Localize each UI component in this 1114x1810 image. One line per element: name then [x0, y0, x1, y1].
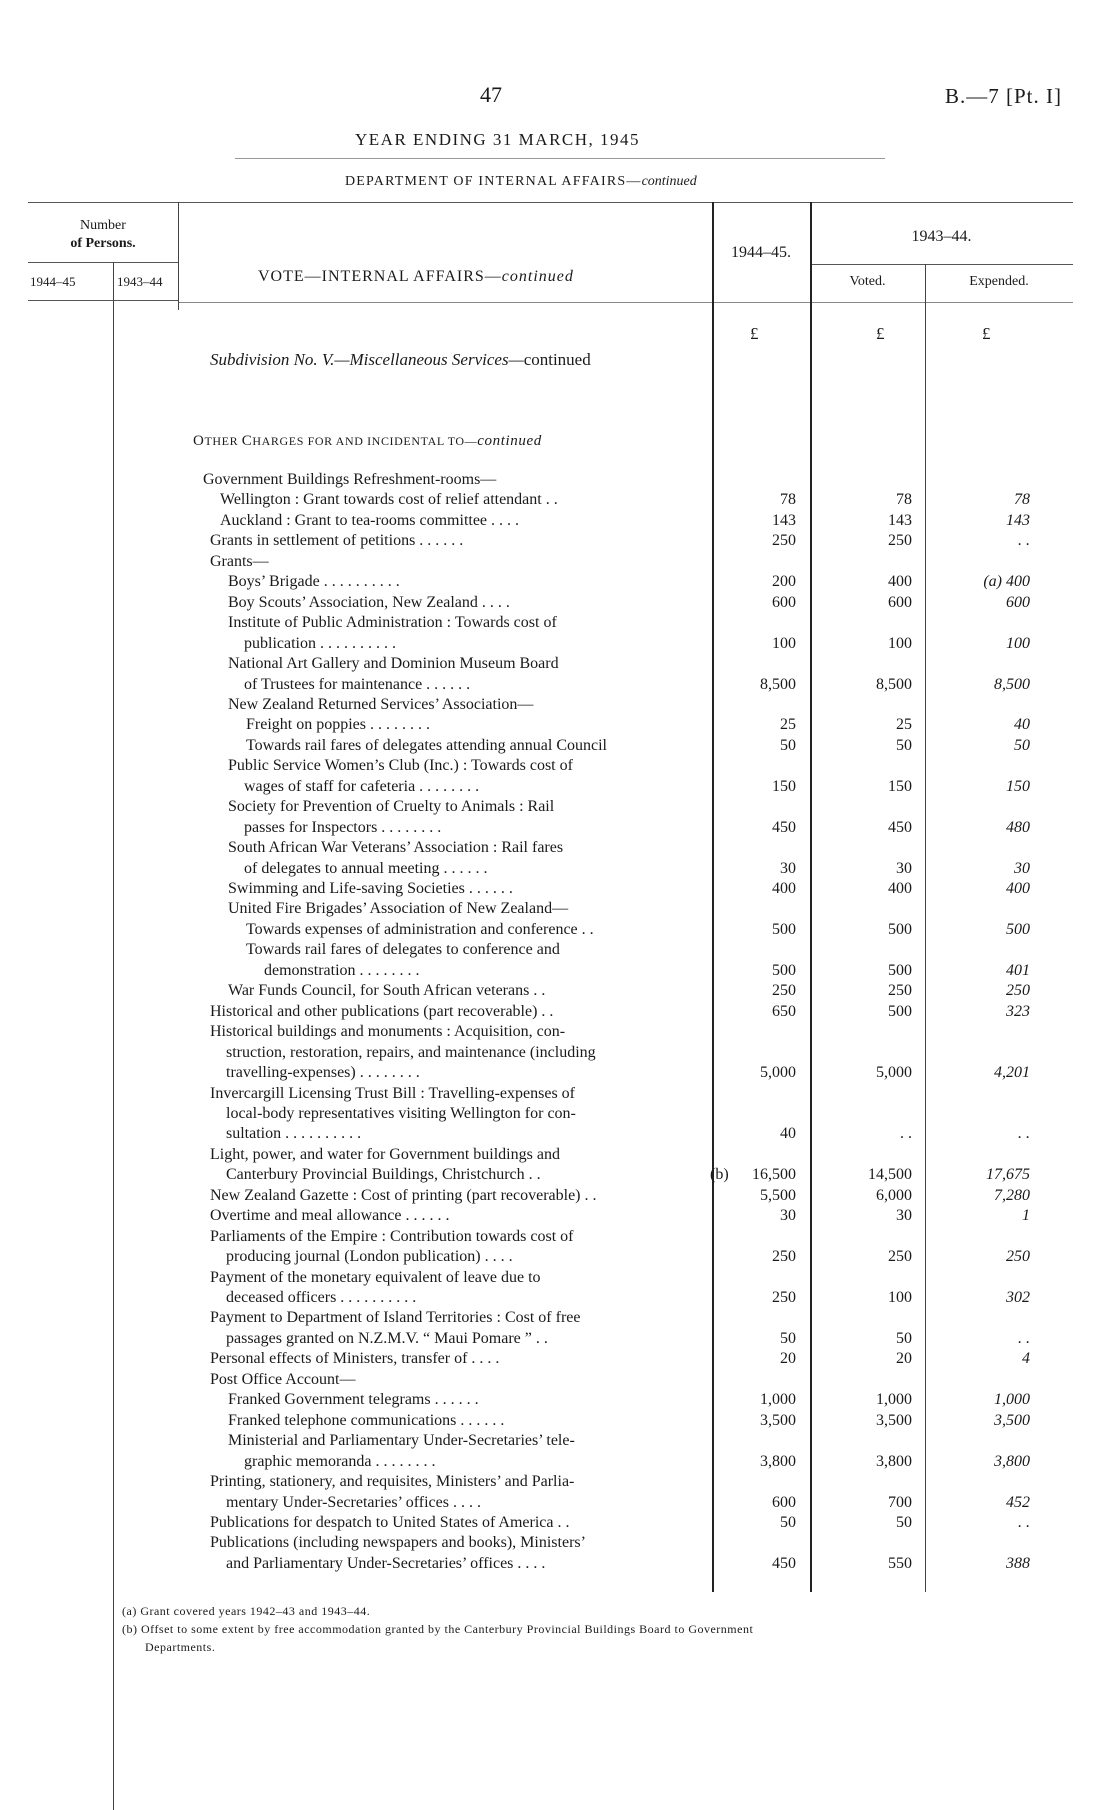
value-1944-45: 600 — [772, 1493, 796, 1511]
value-expended-1943-44: . . — [1018, 1125, 1030, 1143]
value-expended-1943-44: . . — [1018, 1329, 1030, 1347]
row-description: Society for Prevention of Cruelty to Animals : Rail — [228, 798, 555, 816]
table-row — [0, 1452, 1114, 1472]
value-expended-1943-44: 250 — [1006, 982, 1030, 1000]
table-row — [0, 940, 1114, 960]
row-description: wages of staff for cafeteria . . . . . . . . — [244, 777, 480, 795]
value-voted-1943-44: 100 — [888, 634, 912, 652]
value-1944-45: 143 — [772, 511, 796, 529]
table-row — [0, 859, 1114, 879]
table-row — [0, 695, 1114, 715]
table-row — [0, 1390, 1114, 1410]
value-voted-1943-44: 30 — [896, 859, 912, 877]
value-expended-1943-44: 401 — [1006, 961, 1030, 979]
row-description: passages granted on N.Z.M.V. “ Maui Pomare ” . . — [226, 1329, 548, 1347]
row-description: of Trustees for maintenance . . . . . . — [244, 675, 471, 693]
value-expended-1943-44: 8,500 — [994, 675, 1030, 693]
row-description: Boy Scouts’ Association, New Zealand . . . . — [228, 593, 510, 611]
value-1944-45: 500 — [772, 961, 796, 979]
value-voted-1943-44: 250 — [888, 1248, 912, 1266]
persons-sub-rule — [28, 262, 178, 263]
table-row — [0, 1493, 1114, 1513]
document-reference: B.—7 [Pt. I] — [945, 84, 1062, 108]
row-description: Swimming and Life-saving Societies . . . . . . — [228, 880, 513, 897]
value-voted-1943-44: 30 — [896, 1207, 912, 1225]
value-1944-45: 1,000 — [760, 1391, 796, 1409]
table-row — [0, 1145, 1114, 1165]
footnote-marker: (b) — [710, 1166, 729, 1184]
row-description: Government Buildings Refreshment-rooms— — [203, 471, 497, 488]
value-expended-1943-44: 78 — [1014, 491, 1030, 509]
head-bottom-rule — [178, 302, 1073, 303]
value-voted-1943-44: 500 — [888, 1002, 912, 1020]
row-description: Auckland : Grant to tea-rooms committee . . . . — [220, 511, 520, 529]
table-row — [0, 1186, 1114, 1206]
table-row — [0, 1554, 1114, 1574]
table-row — [0, 1349, 1114, 1369]
table-row — [0, 1002, 1114, 1022]
table-row — [0, 797, 1114, 817]
value-voted-1943-44: 550 — [888, 1554, 912, 1572]
value-expended-1943-44: 3,800 — [994, 1452, 1030, 1470]
value-1944-45: 100 — [772, 634, 796, 652]
table-row — [0, 1533, 1114, 1553]
table-row — [0, 1329, 1114, 1349]
value-voted-1943-44: 450 — [888, 818, 912, 836]
department-heading: DEPARTMENT OF INTERNAL AFFAIRS—continued — [345, 174, 697, 189]
value-voted-1943-44: 6,000 — [876, 1186, 912, 1204]
value-expended-1943-44: 500 — [1006, 920, 1030, 938]
row-description: sultation . . . . . . . . . . — [226, 1125, 362, 1143]
value-1944-45: 650 — [772, 1002, 796, 1020]
value-1944-45: 16,500 — [752, 1166, 796, 1184]
value-expended-1943-44: 50 — [1014, 736, 1030, 754]
value-voted-1943-44: 14,500 — [868, 1166, 912, 1184]
subdivision-heading: Subdivision No. V.—Miscellaneous Services—continued — [210, 350, 591, 369]
row-description: publication . . . . . . . . . . — [244, 634, 396, 652]
table-row — [0, 1513, 1114, 1533]
table-row — [0, 1472, 1114, 1492]
table-row — [0, 736, 1114, 756]
value-voted-1943-44: 600 — [888, 593, 912, 611]
value-voted-1943-44: 8,500 — [876, 675, 912, 693]
value-expended-1943-44: (a) 400 — [983, 573, 1030, 591]
other-charges-heading: OTHER CHARGES FOR AND INCIDENTAL TO—continued — [193, 433, 542, 449]
row-description: graphic memoranda . . . . . . . . — [244, 1452, 436, 1470]
table-row — [0, 1124, 1114, 1144]
row-description: Parliaments of the Empire : Contribution towards cost of — [210, 1227, 574, 1245]
value-voted-1943-44: . . — [900, 1125, 912, 1143]
year-1943-heading: 1943–44. — [911, 228, 972, 245]
year-1944-heading: 1944–45. — [731, 244, 791, 261]
row-description: Publications for despatch to United States of America . . — [210, 1513, 570, 1531]
row-description: demonstration . . . . . . . . — [264, 961, 420, 979]
value-voted-1943-44: 78 — [896, 491, 912, 509]
row-description: travelling-expenses) . . . . . . . . — [226, 1064, 420, 1082]
value-expended-1943-44: 7,280 — [994, 1186, 1030, 1204]
value-expended-1943-44: 143 — [1006, 511, 1030, 529]
table-row — [0, 777, 1114, 797]
value-voted-1943-44: 100 — [888, 1289, 912, 1306]
footnote-b: (b) Offset to some extent by free accommodation granted by the Canterbury Provincial Buildings Board to Government — [122, 1622, 754, 1636]
row-description: Historical and other publications (part recoverable) . . — [210, 1002, 554, 1020]
row-description: Personal effects of Ministers, transfer of . . . . — [210, 1350, 500, 1368]
table-row — [0, 920, 1114, 940]
table-row — [0, 838, 1114, 858]
row-description: Canterbury Provincial Buildings, Christchurch . . — [226, 1166, 541, 1184]
row-description: Freight on poppies . . . . . . . . — [246, 716, 430, 734]
table-row — [0, 613, 1114, 633]
value-expended-1943-44: 4,201 — [994, 1064, 1030, 1082]
value-1944-45: 30 — [780, 1207, 796, 1225]
table-row — [0, 470, 1114, 490]
value-1944-45: 250 — [772, 1289, 796, 1306]
value-expended-1943-44: 40 — [1014, 716, 1030, 734]
table-row — [0, 490, 1114, 510]
row-description: Light, power, and water for Government buildings and — [210, 1145, 560, 1163]
table-row — [0, 593, 1114, 613]
value-voted-1943-44: 500 — [888, 961, 912, 979]
value-1944-45: 250 — [772, 532, 796, 550]
table-top-rule — [28, 202, 1073, 203]
value-voted-1943-44: 700 — [888, 1493, 912, 1511]
table-row — [0, 1165, 1114, 1185]
page-number: 47 — [480, 82, 502, 107]
table-row — [0, 1411, 1114, 1431]
table-row — [0, 1022, 1114, 1042]
row-description: and Parliamentary Under-Secretaries’ offices . . . . — [226, 1554, 546, 1572]
row-description: Printing, stationery, and requisites, Ministers’ and Parlia- — [210, 1473, 575, 1491]
table-row — [0, 899, 1114, 919]
table-row — [0, 634, 1114, 654]
table-row — [0, 715, 1114, 735]
value-expended-1943-44: 4 — [1022, 1350, 1030, 1368]
value-expended-1943-44: 150 — [1006, 777, 1030, 795]
row-description: Towards expenses of administration and conference . . — [246, 920, 594, 938]
table-row — [0, 879, 1114, 899]
value-1944-45: 450 — [772, 1554, 796, 1572]
value-expended-1943-44: 480 — [1006, 818, 1030, 836]
value-expended-1943-44: 388 — [1006, 1554, 1030, 1572]
table-row — [0, 654, 1114, 674]
value-expended-1943-44: 100 — [1006, 634, 1030, 652]
row-description: local-body representatives visiting Wellington for con- — [226, 1104, 576, 1122]
value-expended-1943-44: 1 — [1022, 1207, 1030, 1225]
rule — [235, 158, 885, 159]
table-row — [0, 1268, 1114, 1288]
year-sub-rule — [810, 264, 1073, 265]
table-row — [0, 531, 1114, 551]
value-voted-1943-44: 50 — [896, 736, 912, 754]
value-1944-45: 250 — [772, 982, 796, 1000]
value-expended-1943-44: 17,675 — [986, 1166, 1030, 1184]
value-voted-1943-44: 20 — [896, 1350, 912, 1368]
value-1944-45: 30 — [780, 859, 796, 877]
value-expended-1943-44: 3,500 — [994, 1411, 1030, 1429]
value-voted-1943-44: 50 — [896, 1329, 912, 1347]
table-row — [0, 1308, 1114, 1328]
value-expended-1943-44: 400 — [1006, 880, 1030, 897]
row-description: Grants— — [210, 552, 269, 570]
footnote-b-continued: Departments. — [145, 1640, 216, 1654]
value-1944-45: 500 — [772, 920, 796, 938]
value-voted-1943-44: 250 — [888, 532, 912, 550]
value-1944-45: 3,500 — [760, 1411, 796, 1429]
table-row — [0, 572, 1114, 592]
value-expended-1943-44: 452 — [1006, 1493, 1030, 1511]
row-description: Payment to Department of Island Territories : Cost of free — [210, 1309, 581, 1327]
value-1944-45: 5,500 — [760, 1186, 796, 1204]
row-description: Towards rail fares of delegates to conference and — [246, 941, 560, 959]
row-description: Wellington : Grant towards cost of relief attendant . . — [220, 491, 558, 509]
value-1944-45: 50 — [780, 736, 796, 754]
value-voted-1943-44: 500 — [888, 920, 912, 938]
table-row — [0, 1370, 1114, 1390]
value-1944-45: 40 — [780, 1125, 796, 1143]
row-description: Publications (including newspapers and books), Ministers’ — [210, 1534, 586, 1552]
value-1944-45: 450 — [772, 818, 796, 836]
table-row — [0, 961, 1114, 981]
table-row — [0, 1247, 1114, 1267]
value-voted-1943-44: 1,000 — [876, 1391, 912, 1409]
table-row — [0, 511, 1114, 531]
value-1944-45: 20 — [780, 1350, 796, 1368]
persons-col-1943: 1943–44 — [117, 274, 163, 289]
persons-bottom-rule — [28, 300, 178, 301]
table-row — [0, 1043, 1114, 1063]
row-description: New Zealand Gazette : Cost of printing (part recoverable) . . — [210, 1186, 597, 1204]
row-description: South African War Veterans’ Association : Rail fares — [228, 839, 564, 857]
value-voted-1943-44: 150 — [888, 777, 912, 795]
year-heading: YEAR ENDING 31 MARCH, 1945 — [355, 130, 641, 149]
table-row — [0, 675, 1114, 695]
value-expended-1943-44: 1,000 — [994, 1391, 1030, 1409]
row-description: New Zealand Returned Services’ Association— — [228, 695, 534, 713]
row-description: Historical buildings and monuments : Acquisition, con- — [210, 1023, 566, 1041]
table-row — [0, 1104, 1114, 1124]
pound-sign: £ — [982, 324, 991, 343]
table-row — [0, 1084, 1114, 1104]
pound-sign: £ — [876, 324, 885, 343]
table-row — [0, 1227, 1114, 1247]
value-1944-45: 600 — [772, 593, 796, 611]
value-voted-1943-44: 25 — [896, 716, 912, 734]
row-description: Invercargill Licensing Trust Bill : Travelling-expenses of — [210, 1084, 576, 1102]
value-expended-1943-44: 600 — [1006, 593, 1030, 611]
value-1944-45: 3,800 — [760, 1452, 796, 1470]
row-description: deceased officers . . . . . . . . . . — [226, 1289, 417, 1306]
value-1944-45: 200 — [772, 573, 796, 591]
table-row — [0, 552, 1114, 572]
row-description: struction, restoration, repairs, and maintenance (including — [226, 1043, 596, 1061]
value-1944-45: 150 — [772, 777, 796, 795]
value-expended-1943-44: . . — [1018, 1513, 1030, 1531]
value-expended-1943-44: 250 — [1006, 1248, 1030, 1266]
row-description: Payment of the monetary equivalent of leave due to — [210, 1268, 541, 1286]
row-description: Public Service Women’s Club (Inc.) : Towards cost of — [228, 757, 573, 775]
value-expended-1943-44: . . — [1018, 532, 1030, 550]
row-description: producing journal (London publication) . . . . — [226, 1248, 513, 1266]
row-description: Franked telephone communications . . . . . . — [228, 1411, 505, 1429]
value-1944-45: 50 — [780, 1329, 796, 1347]
row-description: Grants in settlement of petitions . . . . . . — [210, 532, 464, 550]
value-1944-45: 78 — [780, 491, 796, 509]
row-description: passes for Inspectors . . . . . . . . — [244, 818, 442, 836]
row-description: Boys’ Brigade . . . . . . . . . . — [228, 573, 400, 591]
table-row — [0, 1288, 1114, 1308]
value-1944-45: 8,500 — [760, 675, 796, 693]
value-voted-1943-44: 400 — [888, 573, 912, 591]
value-1944-45: 25 — [780, 716, 796, 734]
table-row — [0, 1431, 1114, 1451]
table-row — [0, 981, 1114, 1001]
row-description: Institute of Public Administration : Towards cost of — [228, 614, 557, 632]
row-description: United Fire Brigades’ Association of New Zealand— — [228, 900, 569, 918]
value-1944-45: 400 — [772, 880, 796, 897]
value-1944-45: 250 — [772, 1248, 796, 1266]
value-voted-1943-44: 3,500 — [876, 1411, 912, 1429]
persons-right-border — [178, 202, 179, 310]
value-expended-1943-44: 302 — [1006, 1289, 1030, 1306]
persons-heading: of Persons. — [70, 236, 136, 251]
table-row — [0, 1206, 1114, 1226]
row-description: War Funds Council, for South African veterans . . — [228, 982, 546, 1000]
table-row — [0, 1063, 1114, 1083]
pound-sign: £ — [750, 324, 759, 343]
number-heading: Number — [80, 218, 126, 233]
value-voted-1943-44: 250 — [888, 982, 912, 1000]
persons-col-1944: 1944–45 — [30, 274, 76, 289]
value-1944-45: 5,000 — [760, 1064, 796, 1082]
value-expended-1943-44: 30 — [1014, 859, 1030, 877]
row-description: Overtime and meal allowance . . . . . . — [210, 1207, 450, 1225]
row-description: of delegates to annual meeting . . . . . . — [244, 859, 488, 877]
row-description: National Art Gallery and Dominion Museum Board — [228, 655, 559, 673]
row-description: Franked Government telegrams . . . . . . — [228, 1391, 479, 1409]
footnote-a: (a) Grant covered years 1942–43 and 1943–44. — [122, 1604, 371, 1618]
row-description: mentary Under-Secretaries’ offices . . . . — [226, 1493, 481, 1511]
value-voted-1943-44: 50 — [896, 1513, 912, 1531]
value-voted-1943-44: 3,800 — [876, 1452, 912, 1470]
table-row — [0, 818, 1114, 838]
row-description: Ministerial and Parliamentary Under-Secretaries’ tele- — [228, 1432, 575, 1450]
value-voted-1943-44: 400 — [888, 880, 912, 897]
vote-title: VOTE—INTERNAL AFFAIRS—continued — [258, 268, 574, 285]
value-1944-45: 50 — [780, 1513, 796, 1531]
value-expended-1943-44: 323 — [1006, 1002, 1030, 1020]
value-voted-1943-44: 5,000 — [876, 1064, 912, 1082]
row-description: Post Office Account— — [210, 1370, 356, 1388]
row-description: Towards rail fares of delegates attending annual Council — [246, 736, 607, 754]
expended-heading: Expended. — [969, 274, 1029, 289]
value-voted-1943-44: 143 — [888, 511, 912, 529]
table-row — [0, 756, 1114, 776]
voted-heading: Voted. — [849, 274, 886, 289]
